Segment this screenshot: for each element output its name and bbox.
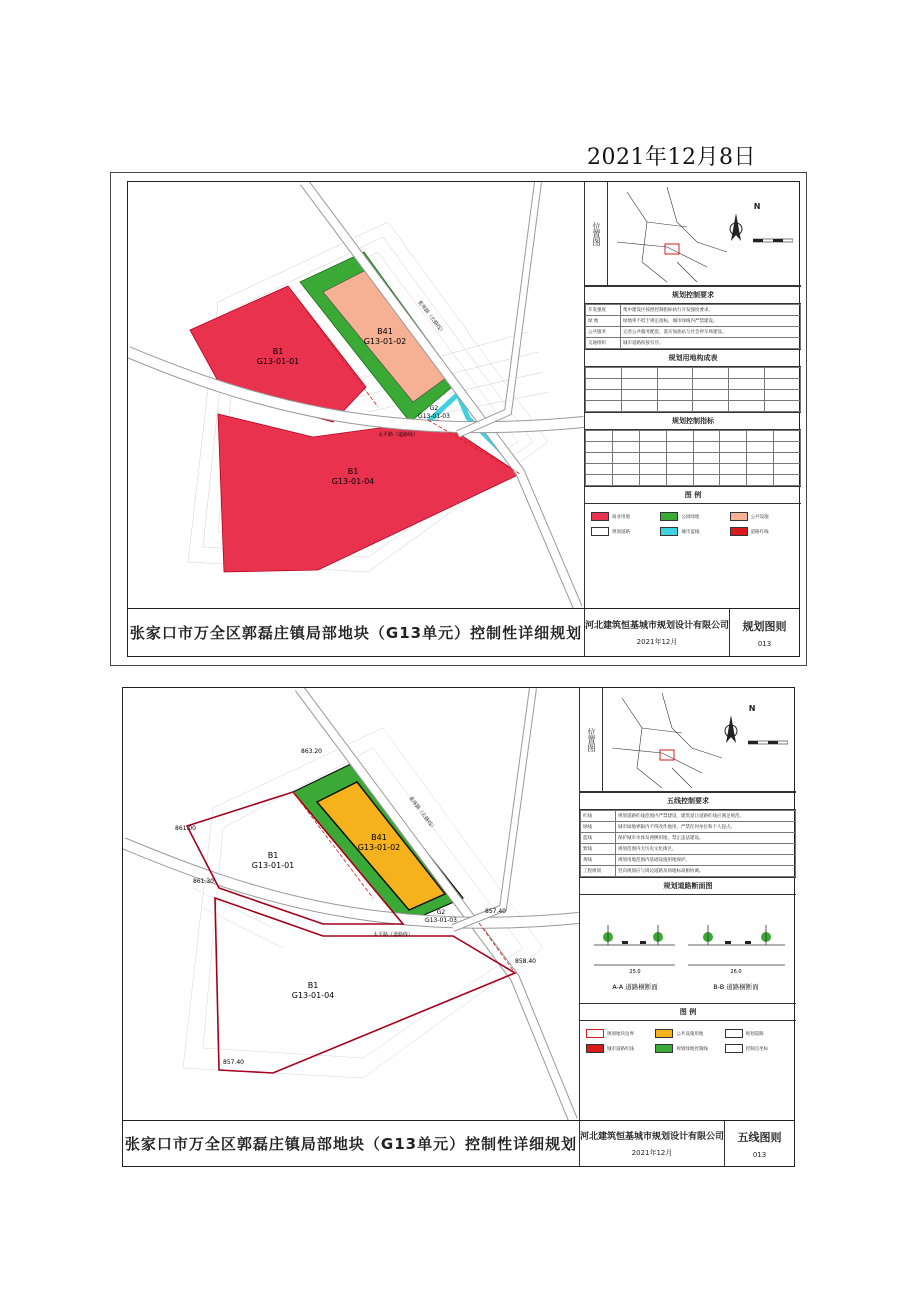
legend-label: 城市蓝线 (681, 529, 700, 535)
sheet-name: 五线图则 (737, 1130, 782, 1144)
elevation-label: 863.20 (301, 748, 322, 755)
parcel-b1-g13-01-04[interactable] (218, 414, 520, 572)
legend-label: 公共设施用地 (676, 1031, 704, 1037)
legend-swatch (730, 512, 748, 521)
legend-item (586, 1044, 651, 1053)
label-b41-code: B41 (377, 327, 393, 336)
label-b41-code: B41 (371, 833, 387, 842)
legend-label: 规划道路 (612, 529, 630, 535)
legend-item (660, 527, 725, 536)
legend-item (660, 512, 725, 521)
legend-item (725, 1029, 790, 1038)
legend-swatch (591, 512, 609, 521)
legend-label: 城市道路红线 (607, 1046, 634, 1052)
sheet-2-side-panel (579, 688, 796, 1120)
road-section-header: 规划道路断面图 (580, 877, 796, 895)
legend-swatch (660, 527, 678, 536)
legend-label: 规划地块边界 (607, 1031, 634, 1037)
sheet-1-frame (127, 181, 800, 657)
legend-swatch (586, 1044, 604, 1053)
label-b41-id: G13-01-02 (363, 337, 407, 346)
legend-label: 规划道路 (745, 1031, 764, 1037)
road-east (458, 182, 538, 434)
sheet-1-code-block (729, 609, 799, 656)
control-index-table (585, 430, 801, 486)
company-date: 2021年12月 (631, 1149, 673, 1157)
legend-swatch (586, 1029, 604, 1038)
label-b1a-code: B1 (267, 851, 279, 860)
label-b1b-code: B1 (307, 981, 319, 990)
legend-swatch (655, 1044, 673, 1053)
company-date: 2021年12月 (636, 638, 678, 646)
label-road-zhangku: 张库路（公路线） (416, 299, 446, 336)
control-row-key: 公共服务 (586, 327, 621, 338)
legend (580, 1021, 796, 1061)
control-row-key: 绿 地 (586, 316, 621, 327)
label-b1b-id: G13-01-04 (291, 991, 335, 1000)
sheet-2-plan-title: 张家口市万全区郭磊庄镇局部地块（G13单元）控制性详细规划 (124, 1135, 578, 1153)
north-arrow-icon (721, 211, 751, 245)
control-row-key: 蓝线 (581, 833, 616, 844)
control-row-value: 规划用地范围内基础设施用地保护。 (616, 855, 796, 866)
label-b1a-id: G13-01-01 (251, 861, 295, 870)
label-g2-code: G2 (429, 405, 439, 412)
legend-label: 控制点坐标 (745, 1046, 769, 1052)
legend-swatch (655, 1029, 673, 1038)
land-use-map (128, 182, 584, 608)
legend-item (725, 1044, 790, 1053)
control-row-value: 集中建设区按照控制指标执行开发强度要求。 (621, 305, 801, 316)
road-sections (580, 895, 796, 1003)
legend-swatch (660, 512, 678, 521)
planning-sheet-2 (122, 687, 795, 1167)
elevation-label: 857.40 (223, 1059, 244, 1066)
legend-swatch (591, 527, 609, 536)
legend-swatch (725, 1029, 743, 1038)
five-line-header: 五线控制要求 (580, 792, 796, 810)
sheet-1-company-block (584, 609, 729, 656)
land-use-table (585, 367, 801, 412)
label-road-taiping: 太平路（道路线） (373, 932, 414, 938)
north-arrow-label: N (748, 704, 756, 713)
elevation-label: 857.40 (485, 908, 506, 915)
section-b-width: 26.0 (730, 969, 742, 975)
control-row-value: 完善公共服务配套，落实加油站与社会停车场建设。 (621, 327, 801, 338)
control-index-header: 规划控制指标 (585, 412, 801, 430)
five-line-map (123, 688, 579, 1120)
control-row-value: 绿地率不低于规定指标，城市绿线内严禁建设。 (621, 316, 801, 327)
sheet-1-title-bar (128, 608, 799, 656)
sheet-2-code-block (724, 1121, 794, 1166)
legend-label: 道路红线 (750, 529, 769, 535)
control-row-key: 绿线 (581, 822, 616, 833)
legend-item (730, 512, 795, 521)
label-g2-code: G2 (436, 909, 446, 916)
legend-swatch (730, 527, 748, 536)
control-row-key: 黄线 (581, 855, 616, 866)
location-map-panel (585, 182, 801, 286)
sheet-1-map (128, 182, 584, 608)
scale-bar-icon (753, 237, 793, 245)
label-b1a-id: G13-01-01 (256, 357, 300, 366)
land-use-table-header: 规划用地构成表 (585, 349, 801, 367)
control-row-value: 竖向规划应与周边道路及场地标高相协调。 (616, 866, 796, 877)
section-b-caption: B-B 道路横断面 (713, 983, 759, 991)
legend-label: 公园绿地 (681, 514, 700, 520)
sheet-number: 013 (752, 1150, 767, 1159)
label-b1b-id: G13-01-04 (331, 477, 375, 486)
location-map-panel (580, 688, 796, 792)
sheet-number: 013 (757, 639, 772, 648)
label-g2-id: G13-01-03 (418, 413, 450, 420)
label-b1b-code: B1 (347, 467, 359, 476)
sheet-2-company-block (579, 1121, 724, 1166)
control-requirements-header: 规划控制要求 (585, 286, 801, 304)
control-row-value: 规划范围内无历史文化街区。 (616, 844, 796, 855)
sheet-2-frame (122, 687, 795, 1167)
location-map-label: 位置图 (585, 182, 608, 285)
sheet-1-side-panel (584, 182, 801, 608)
elevation-label: 858.40 (515, 958, 536, 965)
sheet-name: 规划图则 (742, 619, 787, 633)
control-row-key: 红线 (581, 811, 616, 822)
legend (585, 504, 801, 544)
planning-sheet-1 (110, 172, 807, 666)
legend-header: 图 例 (585, 486, 801, 504)
sheet-2-title-bar (123, 1120, 794, 1166)
company-name: 河北建筑恒基城市规划设计有限公司 (580, 1132, 725, 1142)
control-row-value: 城市绿地界限内不得改作他用，严禁任何单位和个人侵占。 (616, 822, 796, 833)
legend-label: 商业用地 (612, 514, 630, 520)
label-road-zhangku: 张库路（公路线） (407, 795, 437, 832)
label-b41-id: G13-01-02 (357, 843, 401, 852)
section-a-caption: A-A 道路横断面 (612, 983, 658, 991)
elevation-label: 861.00 (175, 825, 196, 832)
location-map-thumbnail (602, 688, 732, 792)
legend-item (591, 512, 656, 521)
legend-item (730, 527, 795, 536)
location-map-label: 位置图 (580, 688, 603, 791)
section-a-width: 25.0 (629, 969, 641, 975)
company-name: 河北建筑恒基城市规划设计有限公司 (585, 621, 730, 631)
road-section-drawing (580, 895, 797, 1003)
legend-header: 图 例 (580, 1003, 796, 1021)
north-arrow-icon (716, 713, 746, 747)
legend-swatch (725, 1044, 743, 1053)
road-east (453, 688, 533, 928)
location-map-thumbnail (607, 182, 737, 286)
legend-item (586, 1029, 651, 1038)
label-road-taiping: 太平路（道路线） (378, 432, 419, 438)
sheet-2-map (123, 688, 579, 1120)
sheet-1-plan-title: 张家口市万全区郭磊庄镇局部地块（G13单元）控制性详细规划 (129, 624, 583, 642)
control-row-key: 开发强度 (586, 305, 621, 316)
control-row-key: 交通组织 (586, 338, 621, 349)
legend-item (655, 1044, 720, 1053)
legend-item (655, 1029, 720, 1038)
control-row-key: 紫线 (581, 844, 616, 855)
control-requirements-table (585, 304, 801, 349)
five-line-table (580, 810, 796, 877)
control-row-value: 保护城市水体及两侧用地，禁止违法建设。 (616, 833, 796, 844)
control-row-key: 工程规划 (581, 866, 616, 877)
label-g2-id: G13-01-03 (425, 917, 457, 924)
legend-label: 公共设施 (750, 514, 769, 520)
legend-label: 规划绿地控制线 (676, 1046, 708, 1052)
north-arrow-label: N (753, 202, 761, 211)
elevation-label: 861.30 (193, 878, 214, 885)
scale-bar-icon (748, 739, 788, 747)
legend-item (591, 527, 656, 536)
control-row-value: 规划道路红线范围内严禁建设，建筑退让道路红线应满足规范。 (616, 811, 796, 822)
control-row-value: 城市道路衔接有序。 (621, 338, 801, 349)
label-b1a-code: B1 (272, 347, 284, 356)
date-text: 2021年12月8日 (587, 145, 756, 170)
